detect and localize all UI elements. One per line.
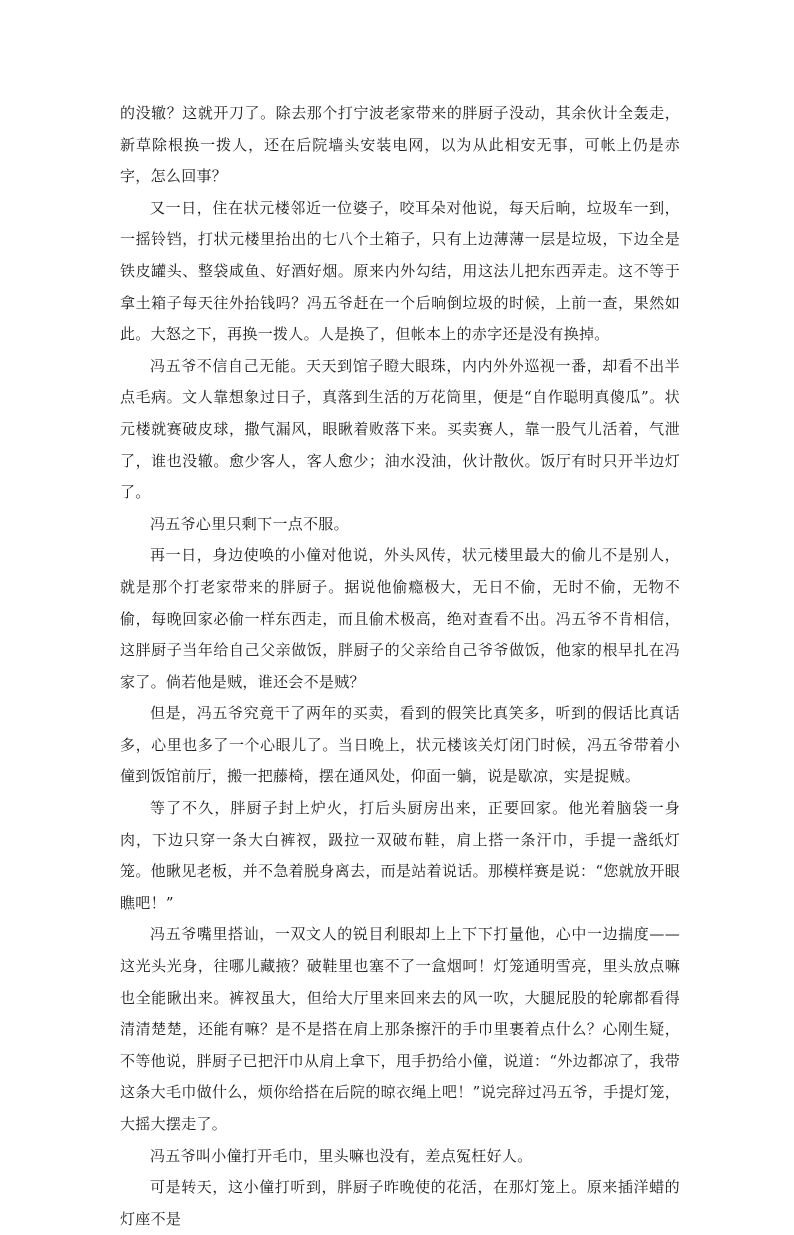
paragraph: 冯五爷嘴里搭讪，一双文人的锐目利眼却上上下下打量他，心中一边揣度——这光头光身，往哪儿藏掖？破鞋里也塞不了一盒烟呵！灯笼通明雪亮，里头放点嘛也全能瞅出来。裤衩虽大，但给大厅里来回来去的风一吹，大腿屁股的轮廓都看得清清楚楚，还能有嘛？是不是搭在肩上那条擦汗的手巾里裹着点什么？心刚生疑，不等他说，胖厨子已把汗巾从肩上拿下，甩手扔给小僮，说道：“外边都凉了，我带这条大毛巾做什么，烦你给搭在后院的晾衣绳上吧！”说完辞过冯五爷，手提灯笼，大摇大摆走了。 [120, 925, 680, 1133]
paragraph: 又一日，住在状元楼邻近一位婆子，咬耳朵对他说，每天后晌，垃圾车一到，一摇铃铛，打状元楼里抬出的七八个土箱子，只有上边薄薄一层是垃圾，下边全是铁皮罐头、整袋咸鱼、好酒好烟。原来内外勾结，用这法儿把东西弄走。这不等于拿土箱子每天往外抬钱吗？冯五爷赶在一个后晌倒垃圾的时候，上前一查，果然如此。大怒之下，再换一拨人。人是换了，但帐本上的赤字还是没有换掉。 [120, 198, 680, 344]
paragraph: 但是，冯五爷究竟干了两年的买卖，看到的假笑比真笑多，听到的假话比真话多，心里也多了一个心眼儿了。当日晚上，状元楼该关灯闭门时候，冯五爷带着小僮到饭馆前厅，搬一把藤椅，摆在通风处，仰面一躺，说是歇凉，实是捉贼。 [120, 704, 680, 786]
paragraph: 再一日，身边使唤的小僮对他说，外头风传，状元楼里最大的偷儿不是别人，就是那个打老家带来的胖厨子。据说他偷瘾极大，无日不偷，无时不偷，无物不偷，每晚回家必偷一样东西走，而且偷术极高，绝对查看不出。冯五爷不肯相信，这胖厨子当年给自己父亲做饭，胖厨子的父亲给自己爷爷做饭，他家的根早扎在冯家了。倘若他是贼，谁还会不是贼？ [120, 546, 680, 691]
paragraph: 等了不久，胖厨子封上炉火，打后头厨房出来，正要回家。他光着脑袋一身肉，下边只穿一条大白裤衩，趿拉一双破布鞋，肩上搭一条汗巾，手提一盏纸灯笼。他瞅见老板，并不急着脱身离去，而是站着说话。那模样赛是说：“您就放开眼瞧吧！” [120, 799, 680, 912]
paragraph-continuation: 的没辙？这就开刀了。除去那个打宁波老家带来的胖厨子没动，其余伙计全轰走，新草除根换一拨人，还在后院墙头安装电网，以为从此相安无事，可帐上仍是赤字，怎么回事？ [120, 104, 680, 186]
paragraph: 可是转天，这小僮打听到，胖厨子昨晚使的花活，在那灯笼上。原来插洋蜡的灯座不是 [120, 1178, 680, 1228]
paragraph: 冯五爷心里只剩下一点不服。 [150, 514, 349, 533]
paragraph: 冯五爷不信自己无能。天天到馆子瞪大眼珠，内内外外巡视一番，却看不出半点毛病。文人靠想象过日子，真落到生活的万花筒里，便是“自作聪明真傻瓜”。状元楼就赛破皮球，撒气漏风，眼瞅着败落下来。买卖赛人，靠一股气儿活着，气泄了，谁也没辙。愈少客人，客人愈少；油水没油，伙计散伙。饭厅有时只开半边灯了。 [120, 356, 680, 502]
document-body [120, 98, 680, 1235]
paragraph: 冯五爷叫小僮打开毛巾，里头嘛也没有，差点冤枉好人。 [150, 1146, 533, 1165]
